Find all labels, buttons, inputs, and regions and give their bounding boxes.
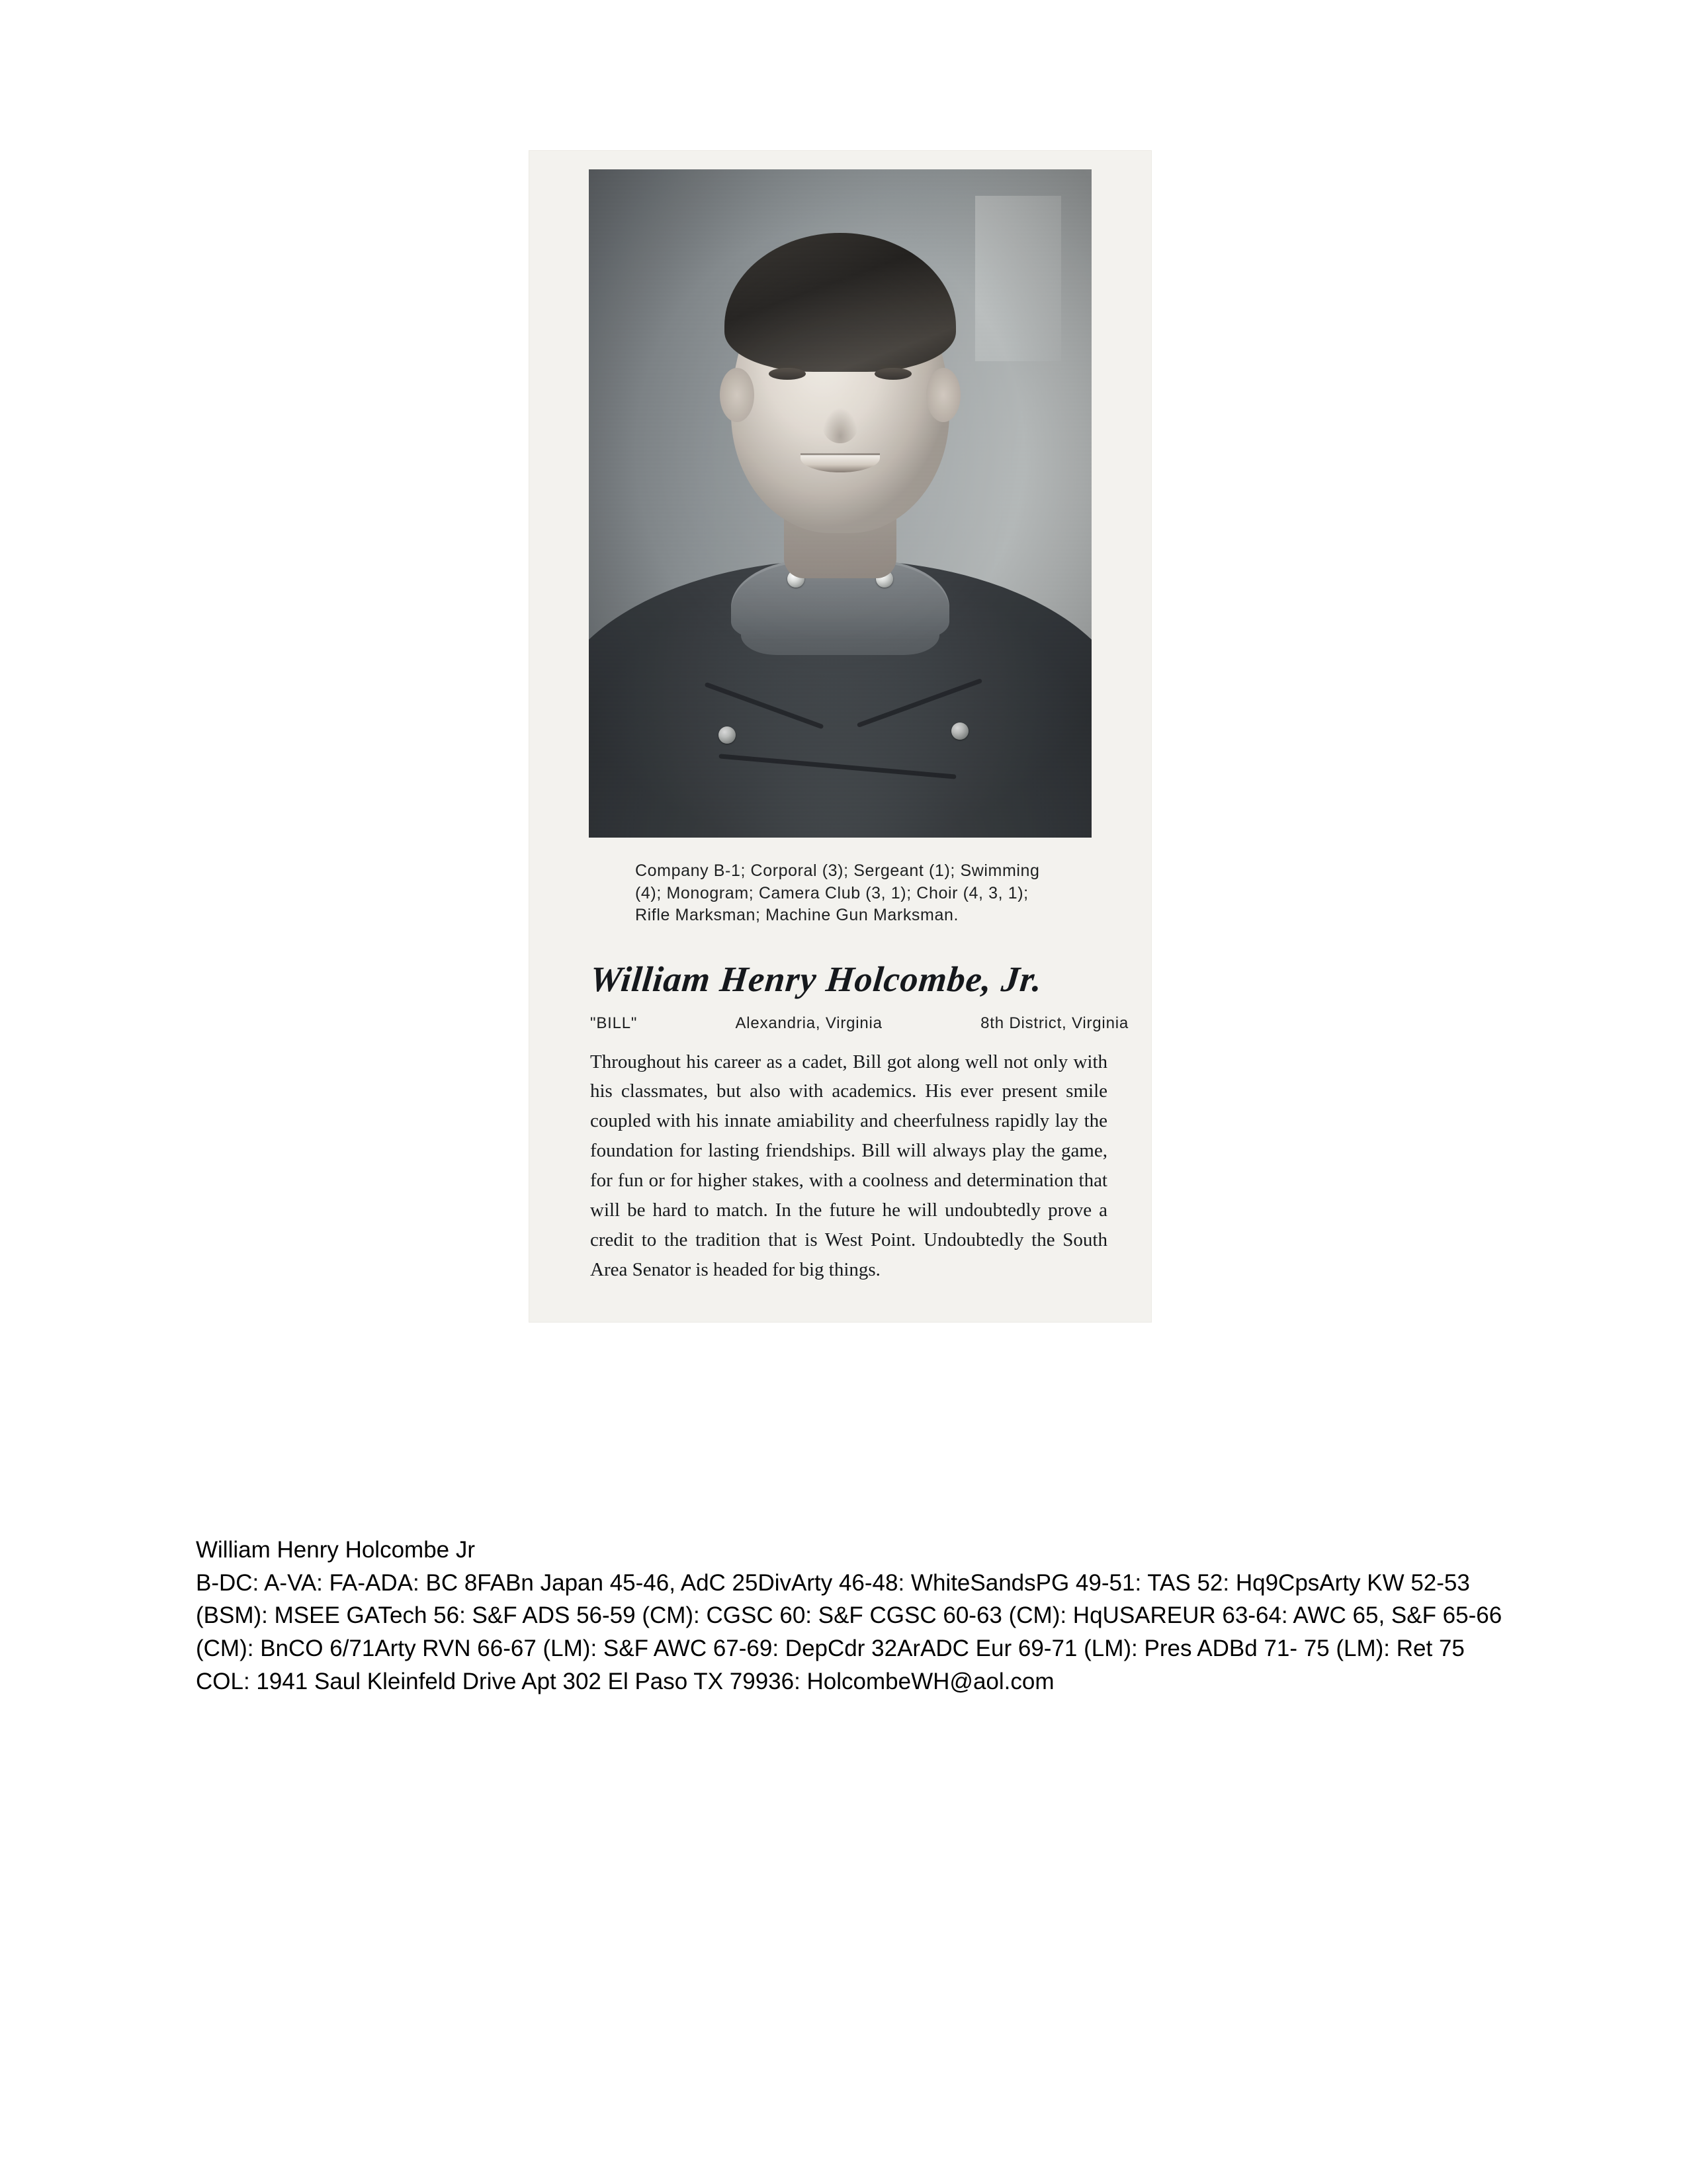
photo-grain bbox=[589, 169, 1092, 838]
record-career-summary: B-DC: A-VA: FA-ADA: BC 8FABn Japan 45-46, AdC 25DivArty 46-48: WhiteSandsPG 49-51: TAS 52: Hq9CpsArty KW 52-53 (BSM): MSEE GATech 56: S&F ADS 56-59 (CM): CGSC 60: S&F CGSC 60-63 (CM): HqUSAREUR 63-64: AWC 65, S&F 65-66 (CM): BnCO 6/71Arty RVN 66-67 (LM): S&F AWC 67-69: DepCdr 32ArADC Eur 69-71 (LM): Pres ADBd 71- 75 (LM): Ret 75 COL: 1941 Saul Kleinfeld Drive Apt 302 El Paso TX 79936: HolcombeWH@aol.com bbox=[196, 1569, 1502, 1694]
cadet-meta-row bbox=[529, 1014, 1151, 1033]
cadet-biography: Throughout his career as a cadet, Bill got along well not only with his classmates, but also with academics. His ever present smile coupled with his innate amiability and cheerfulness rapidly lay the foundation for lasting friendships. Bill will always play the game, for fun or for higher stakes, with a coolness and determination that will be hard to match. In the future he will undoubtedly prove a credit to the tradition that is West Point. Undoubtedly the South Area Senator is headed for big things. bbox=[590, 1051, 1107, 1281]
cadet-district: 8th District, Virginia bbox=[980, 1014, 1129, 1032]
cadet-hometown: Alexandria, Virginia bbox=[735, 1014, 883, 1032]
typed-service-record bbox=[196, 1534, 1512, 1698]
signature-name: William Henry Holcombe, Jr. bbox=[587, 959, 1045, 999]
cadet-activities-list: Company B-1; Corporal (3); Sergeant (1); Swimming (4); Monogram; Camera Club (3, 1); Choir (4, 3, 1); Rifle Marksman; Machine Gun Marksman. bbox=[635, 861, 1040, 924]
yearbook-clipping bbox=[529, 151, 1151, 1322]
portrait-photo-container bbox=[529, 151, 1151, 838]
cadet-nickname: "BILL" bbox=[590, 1014, 638, 1032]
cadet-portrait-photo bbox=[589, 169, 1092, 838]
record-name: William Henry Holcombe Jr bbox=[196, 1537, 476, 1563]
